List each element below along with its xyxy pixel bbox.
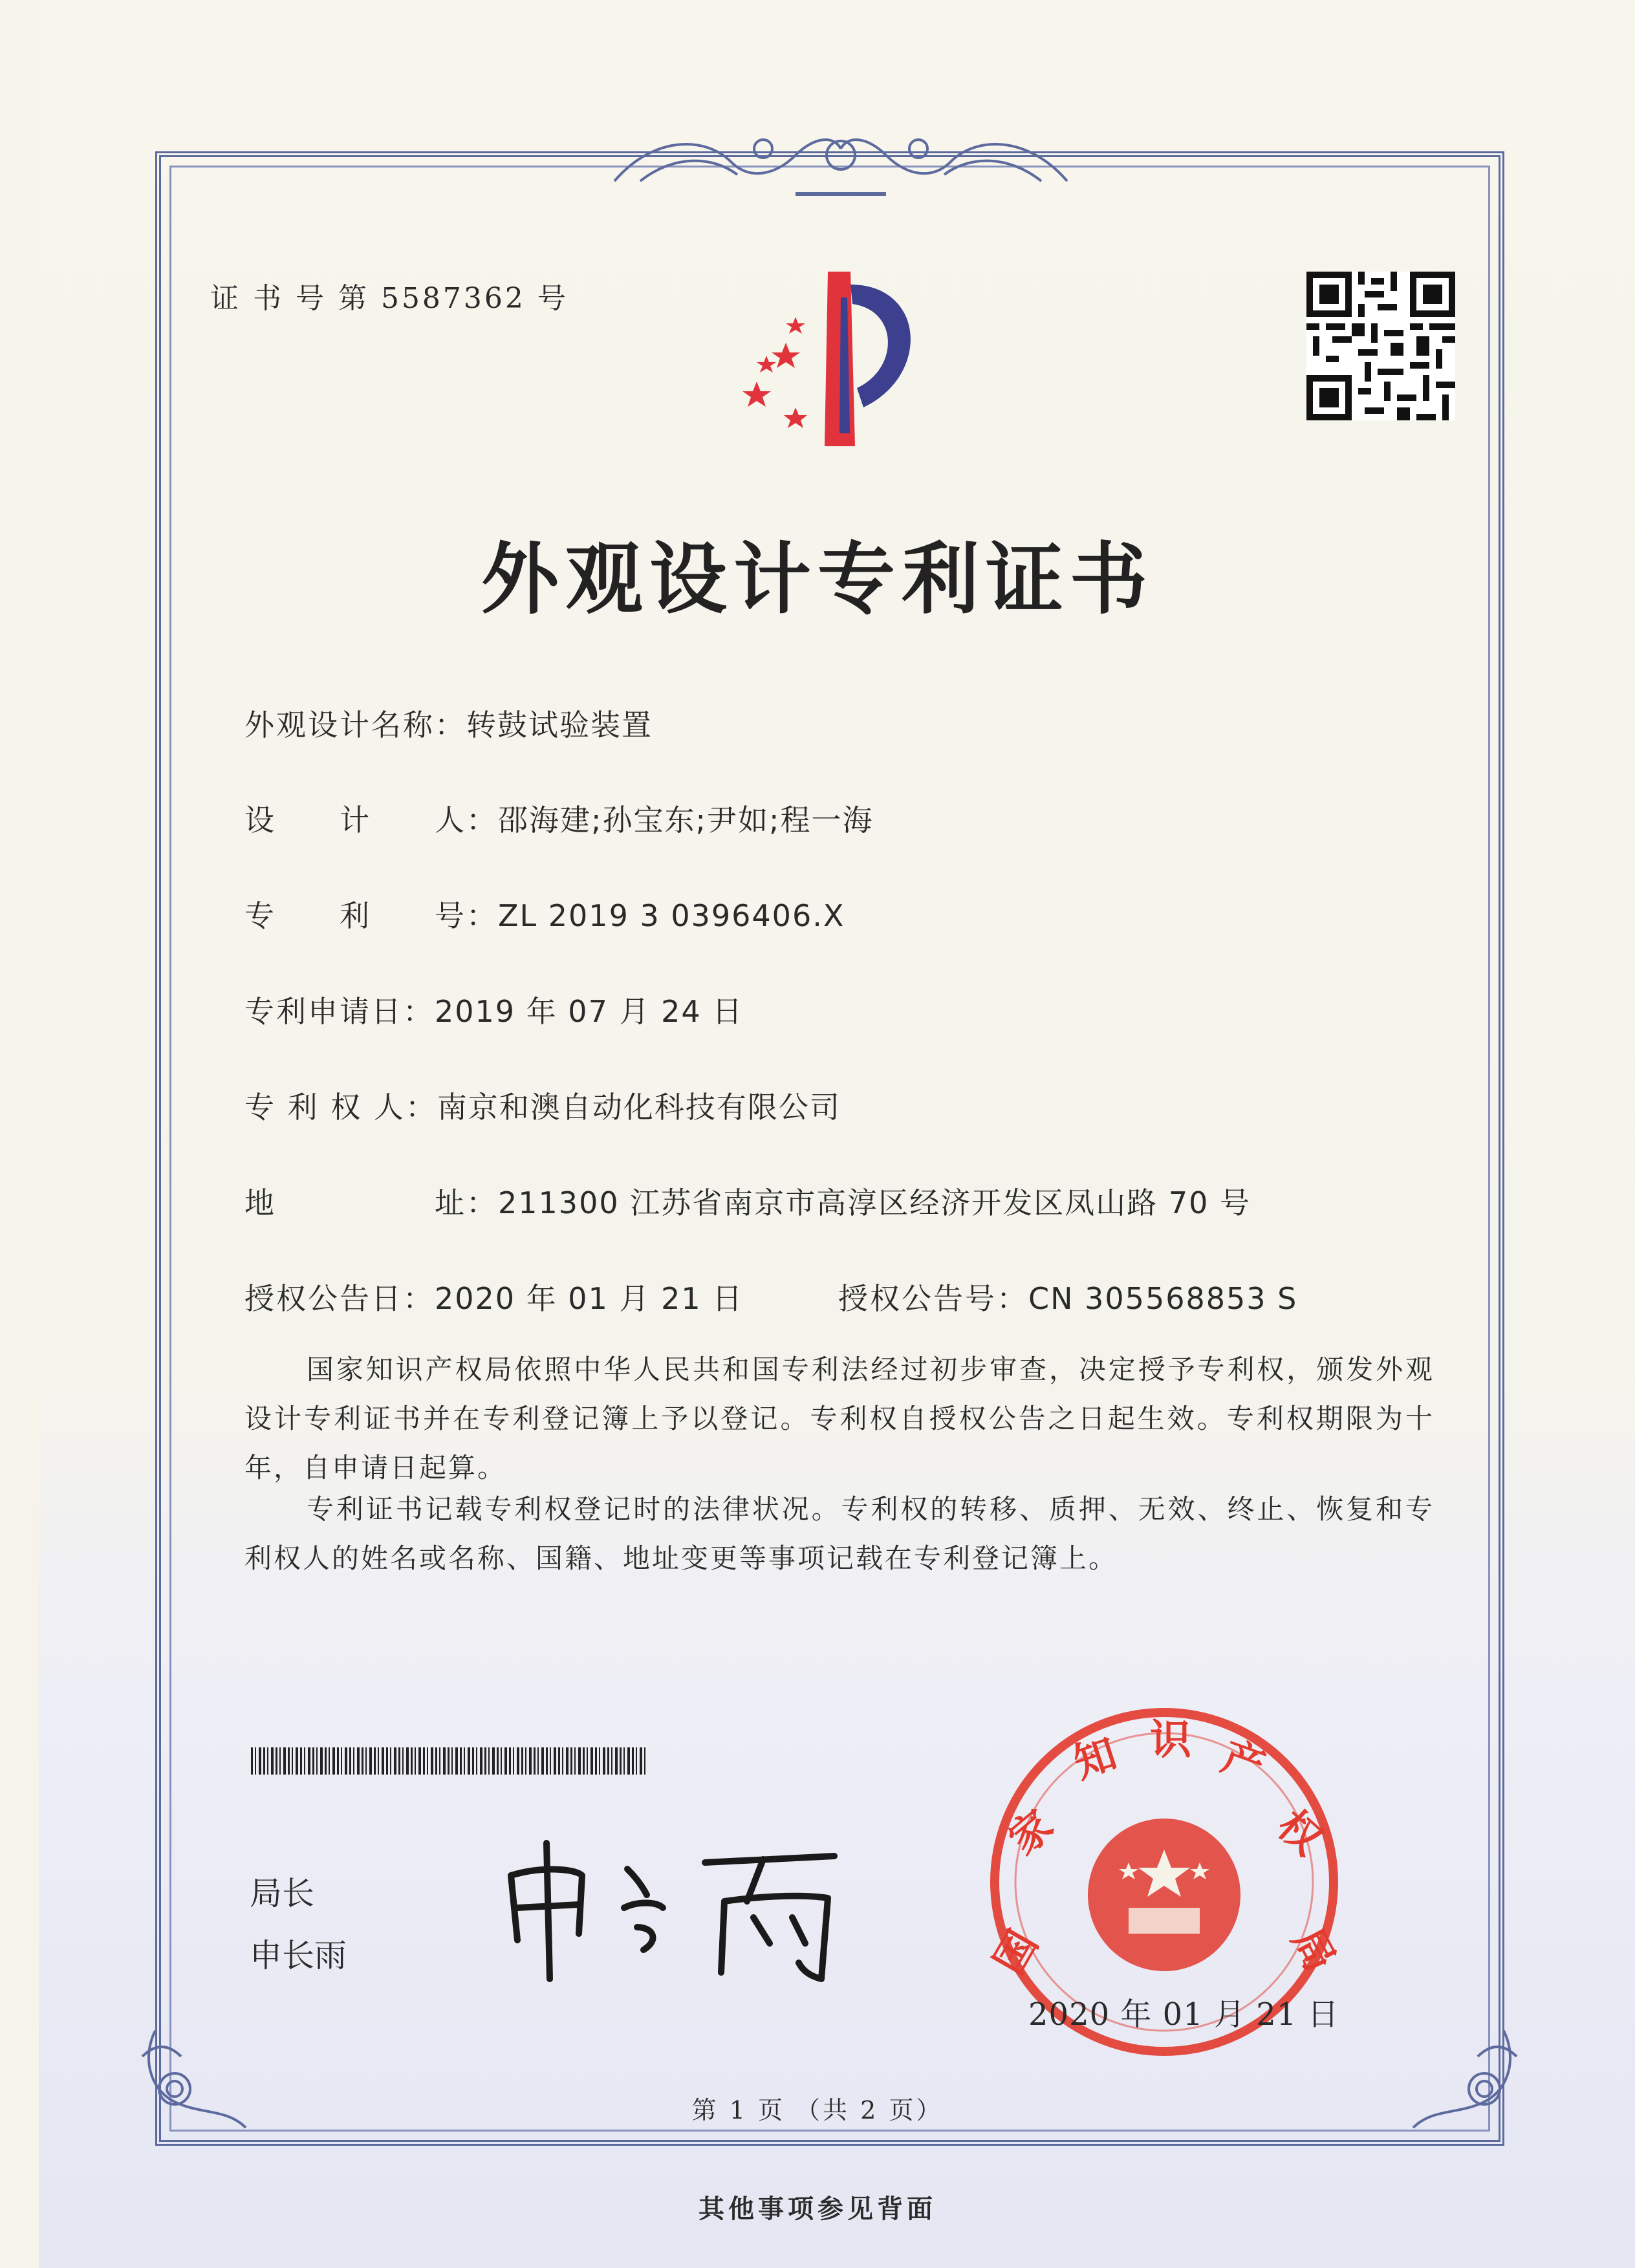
svg-text:局: 局 [1282,1920,1345,1980]
field-value: 211300 江苏省南京市高淳区经济开发区凤山路 70 号 [498,1185,1251,1220]
field-value: 邵海建;孙宝东;尹如;程一海 [498,803,874,837]
field-value: 2019 年 07 月 24 日 [435,994,744,1029]
page-indicator: 第 1 页 （共 2 页） [691,2096,944,2124]
field-value: 南京和澳自动化科技有限公司 [437,1090,841,1125]
field-label: 设 计 人： [244,803,498,837]
svg-text:权: 权 [1268,1801,1331,1865]
director-title: 局长 [250,1875,314,1912]
svg-text:产: 产 [1215,1733,1271,1792]
cnipa-logo-icon [711,259,970,453]
designer-row [244,797,874,839]
announcement-date-row [244,1275,743,1318]
svg-text:国: 国 [985,1923,1048,1983]
announcement-number-row [838,1275,1297,1318]
director-name: 申长雨 [250,1937,347,1974]
barcode-icon [251,1747,645,1775]
filing-date-row [244,988,743,1031]
field-label: 授权公告日： [244,1281,435,1316]
field-value: CN 305568853 S [1028,1281,1298,1316]
seal-date: 2020 年 01 月 21 日 [1028,1996,1339,2033]
svg-text:知: 知 [1068,1729,1123,1789]
field-label: 专利申请日： [244,994,435,1029]
svg-text:识: 识 [1150,1716,1191,1764]
address-row [244,1180,1251,1222]
grant-paragraph: 国家知识产权局依照中华人民共和国专利法经过初步审查，决定授予专利权，颁发外观设计专利证书并在专利登记簿上予以登记。专利权自授权公告之日起生效。专利权期限为十年，自申请日起算。 [244,1354,1435,1484]
patentee-row [244,1084,841,1127]
field-value: 转鼓试验装置 [466,707,653,742]
field-label: 专 利 号： [244,898,498,933]
legal-status-paragraph: 专利证书记载专利权登记时的法律状况。专利权的转移、质押、无效、终止、恢复和专利权人的姓名或名称、国籍、地址变更等事项记载在专利登记簿上。 [244,1493,1435,1574]
back-note: 其他事项参见背面 [698,2194,937,2224]
design-name-row [244,702,653,744]
patent-number-row [244,892,845,935]
certificate-number: 证 书 号 第 5587362 号 [210,282,568,315]
svg-text:家: 家 [1000,1801,1063,1864]
field-value: ZL 2019 3 0396406.X [498,898,845,933]
director-signature-icon [498,1830,860,1985]
qr-code-icon [1306,272,1455,420]
field-label: 授权公告号： [838,1281,1028,1316]
field-value: 2020 年 01 月 21 日 [435,1281,744,1316]
corner-ornament-icon [129,2018,259,2147]
field-label: 外观设计名称： [244,707,466,742]
corner-ornament-icon [1400,2018,1530,2147]
top-ornament-icon [601,110,1080,207]
certificate-title: 外观设计专利证书 [481,535,1154,625]
field-label: 地 址： [244,1185,498,1220]
field-label: 专 利 权 人： [244,1090,437,1125]
